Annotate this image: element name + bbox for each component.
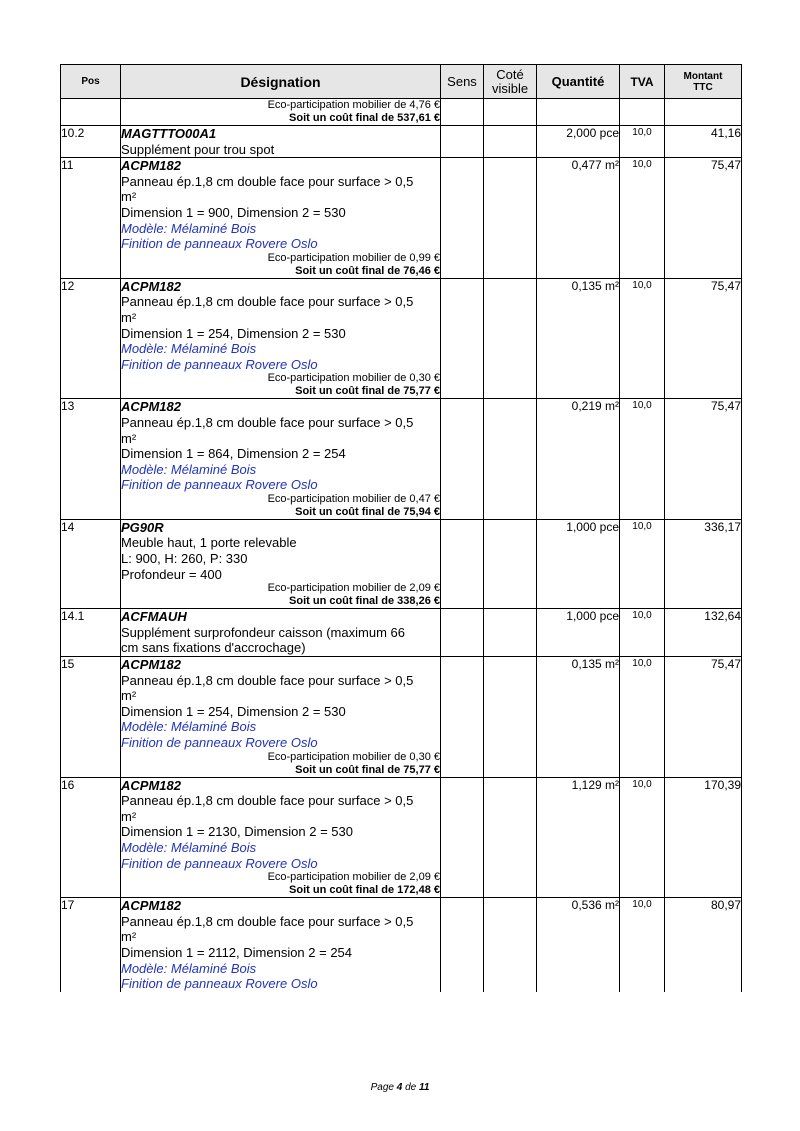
item-pos: 13 <box>61 399 121 520</box>
item-tva: 10,0 <box>620 657 665 778</box>
item-eco-participation: Eco-participation mobilier de 2,09 € <box>267 871 440 884</box>
item-description-line: m² <box>121 189 137 205</box>
item-eco-participation: Eco-participation mobilier de 0,30 € <box>267 372 440 385</box>
carryover-designation <box>121 99 441 126</box>
item-cote-visible <box>484 399 537 520</box>
item-code: ACPM182 <box>121 158 181 174</box>
item-description-line: m² <box>121 808 137 824</box>
item-description-line: Meuble haut, 1 porte relevable <box>121 535 297 551</box>
item-description-line: Supplément pour trou spot <box>121 141 275 157</box>
item-tva: 10,0 <box>620 126 665 158</box>
item-amount: 75,47 <box>665 399 742 520</box>
item-model: Modèle: Mélaminé Bois <box>121 839 257 855</box>
footer-of-label: de <box>405 1082 417 1093</box>
quote-table <box>60 64 742 992</box>
item-quantity: 1,129 m² <box>537 777 620 898</box>
item-quantity: 0,219 m² <box>537 399 620 520</box>
item-final-cost: Soit un coût final de 75,94 € <box>295 505 440 518</box>
item-cote-visible <box>484 777 537 898</box>
item-finish: Finition de panneaux Rovere Oslo <box>121 356 318 372</box>
item-description-line: Dimension 1 = 254, Dimension 2 = 530 <box>121 703 346 719</box>
item-sens <box>441 519 484 608</box>
item-eco-participation: Eco-participation mobilier de 0,47 € <box>267 492 440 505</box>
header-quantite: Quantité <box>537 65 620 99</box>
item-code: ACPM182 <box>121 898 181 914</box>
item-model: Modèle: Mélaminé Bois <box>121 960 257 976</box>
item-code: MAGTTTO00A1 <box>121 126 217 141</box>
carryover-row <box>61 99 742 126</box>
item-description-line: Panneau ép.1,8 cm double face pour surface > 0,5 <box>121 173 414 189</box>
item-tva: 10,0 <box>620 399 665 520</box>
item-sens <box>441 278 484 399</box>
header-designation: Désignation <box>121 65 441 99</box>
item-sens <box>441 657 484 778</box>
item-designation <box>121 278 441 399</box>
item-description-line: L: 900, H: 260, P: 330 <box>121 551 248 567</box>
footer-total-pages: 11 <box>419 1082 430 1093</box>
item-designation <box>121 898 441 992</box>
item-sens <box>441 126 484 158</box>
carryover-eco: Eco-participation mobilier de 4,76 € <box>267 99 440 111</box>
item-description-line: Dimension 1 = 864, Dimension 2 = 254 <box>121 446 346 462</box>
item-quantity: 0,135 m² <box>537 278 620 399</box>
item-sens <box>441 777 484 898</box>
item-designation <box>121 399 441 520</box>
item-description-line: Dimension 1 = 2130, Dimension 2 = 530 <box>121 824 353 840</box>
table-row <box>61 898 742 992</box>
item-quantity: 0,536 m² <box>537 898 620 992</box>
item-finish: Finition de panneaux Rovere Oslo <box>121 855 318 871</box>
item-designation <box>121 126 441 158</box>
item-code: ACPM182 <box>121 278 181 294</box>
item-amount: 75,47 <box>665 158 742 279</box>
carryover-sens <box>441 99 484 126</box>
item-tva: 10,0 <box>620 609 665 657</box>
header-cote-visible <box>484 65 537 99</box>
item-description-line: Panneau ép.1,8 cm double face pour surface > 0,5 <box>121 672 414 688</box>
item-final-cost: Soit un coût final de 338,26 € <box>289 595 440 608</box>
carryover-final: Soit un coût final de 537,61 € <box>289 112 440 124</box>
table-body <box>61 99 742 992</box>
item-quantity: 1,000 pce <box>537 609 620 657</box>
table-row <box>61 399 742 520</box>
item-eco-participation: Eco-participation mobilier de 2,09 € <box>267 582 440 595</box>
table-row <box>61 519 742 608</box>
carryover-pos <box>61 99 121 126</box>
item-sens <box>441 898 484 992</box>
table-row <box>61 609 742 657</box>
table-row <box>61 158 742 279</box>
header-pos: Pos <box>61 65 121 99</box>
item-finish: Finition de panneaux Rovere Oslo <box>121 477 318 493</box>
item-pos: 16 <box>61 777 121 898</box>
item-description-line: cm sans fixations d'accrochage) <box>121 640 306 656</box>
page-footer <box>0 1082 800 1093</box>
item-model: Modèle: Mélaminé Bois <box>121 719 257 735</box>
carryover-cote <box>484 99 537 126</box>
item-final-cost: Soit un coût final de 172,48 € <box>289 884 440 897</box>
table-header-row <box>61 65 742 99</box>
item-description-line: m² <box>121 929 137 945</box>
header-tva: TVA <box>620 65 665 99</box>
item-finish: Finition de panneaux Rovere Oslo <box>121 976 318 992</box>
item-description-line: Panneau ép.1,8 cm double face pour surface > 0,5 <box>121 414 414 430</box>
item-description-line: Dimension 1 = 900, Dimension 2 = 530 <box>121 204 346 220</box>
carryover-amount <box>665 99 742 126</box>
item-sens <box>441 609 484 657</box>
item-sens <box>441 399 484 520</box>
item-amount: 80,97 <box>665 898 742 992</box>
item-pos: 12 <box>61 278 121 399</box>
item-pos: 11 <box>61 158 121 279</box>
item-amount: 132,64 <box>665 609 742 657</box>
header-montant-ttc <box>665 65 742 99</box>
item-eco-participation: Eco-participation mobilier de 0,99 € <box>267 251 440 264</box>
carryover-quantity <box>537 99 620 126</box>
item-code: ACFMAUH <box>121 609 187 625</box>
item-model: Modèle: Mélaminé Bois <box>121 220 257 236</box>
item-quantity: 2,000 pce <box>537 126 620 158</box>
item-designation <box>121 777 441 898</box>
item-description-line: Panneau ép.1,8 cm double face pour surface > 0,5 <box>121 793 414 809</box>
header-cote-line2: visible <box>491 80 529 96</box>
table-row <box>61 777 742 898</box>
item-amount: 170,39 <box>665 777 742 898</box>
item-description-line: m² <box>121 688 137 704</box>
item-model: Modèle: Mélaminé Bois <box>121 461 257 477</box>
item-amount: 75,47 <box>665 278 742 399</box>
item-pos: 17 <box>61 898 121 992</box>
item-description-line: Panneau ép.1,8 cm double face pour surface > 0,5 <box>121 294 414 310</box>
item-amount: 75,47 <box>665 657 742 778</box>
item-description-line: Dimension 1 = 2112, Dimension 2 = 254 <box>121 944 353 960</box>
item-cote-visible <box>484 158 537 279</box>
carryover-tva <box>620 99 665 126</box>
item-cote-visible <box>484 126 537 158</box>
item-description-line: Panneau ép.1,8 cm double face pour surface > 0,5 <box>121 913 414 929</box>
item-cote-visible <box>484 898 537 992</box>
item-pos: 10.2 <box>61 126 121 158</box>
item-cote-visible <box>484 278 537 399</box>
item-sens <box>441 158 484 279</box>
item-cote-visible <box>484 657 537 778</box>
footer-page-label: Page <box>370 1082 394 1093</box>
item-quantity: 1,000 pce <box>537 519 620 608</box>
item-tva: 10,0 <box>620 519 665 608</box>
item-code: ACPM182 <box>121 399 181 415</box>
table-row <box>61 126 742 158</box>
item-pos: 14.1 <box>61 609 121 657</box>
item-designation <box>121 609 441 657</box>
item-pos: 14 <box>61 519 121 608</box>
item-amount: 336,17 <box>665 519 742 608</box>
item-finish: Finition de panneaux Rovere Oslo <box>121 735 318 750</box>
header-montant-line2: TTC <box>693 81 713 93</box>
item-amount: 41,16 <box>665 126 742 158</box>
item-description-line: Profondeur = 400 <box>121 566 222 582</box>
item-description-line: Supplément surprofondeur caisson (maximum 66 <box>121 624 405 640</box>
header-montant-line1: Montant <box>683 70 723 82</box>
table-row <box>61 278 742 399</box>
item-final-cost: Soit un coût final de 75,77 € <box>295 385 440 398</box>
item-eco-participation: Eco-participation mobilier de 0,30 € <box>267 750 440 763</box>
item-designation <box>121 519 441 608</box>
item-description-line: m² <box>121 430 137 446</box>
item-designation <box>121 657 441 778</box>
item-designation <box>121 158 441 279</box>
item-code: ACPM182 <box>121 777 181 793</box>
item-quantity: 0,477 m² <box>537 158 620 279</box>
item-description-line: Dimension 1 = 254, Dimension 2 = 530 <box>121 325 346 341</box>
item-tva: 10,0 <box>620 898 665 992</box>
footer-current-page: 4 <box>396 1082 403 1093</box>
item-final-cost: Soit un coût final de 76,46 € <box>295 264 440 277</box>
table-row <box>61 657 742 778</box>
item-code: PG90R <box>121 519 164 535</box>
item-finish: Finition de panneaux Rovere Oslo <box>121 236 318 252</box>
item-model: Modèle: Mélaminé Bois <box>121 341 257 357</box>
item-tva: 10,0 <box>620 278 665 399</box>
item-description-line: m² <box>121 309 137 325</box>
item-cote-visible <box>484 609 537 657</box>
item-final-cost: Soit un coût final de 75,77 € <box>295 763 440 776</box>
item-pos: 15 <box>61 657 121 778</box>
header-cote-line1: Coté <box>496 66 524 82</box>
item-code: ACPM182 <box>121 657 181 673</box>
header-sens: Sens <box>441 65 484 99</box>
item-tva: 10,0 <box>620 777 665 898</box>
item-quantity: 0,135 m² <box>537 657 620 778</box>
item-cote-visible <box>484 519 537 608</box>
item-tva: 10,0 <box>620 158 665 279</box>
